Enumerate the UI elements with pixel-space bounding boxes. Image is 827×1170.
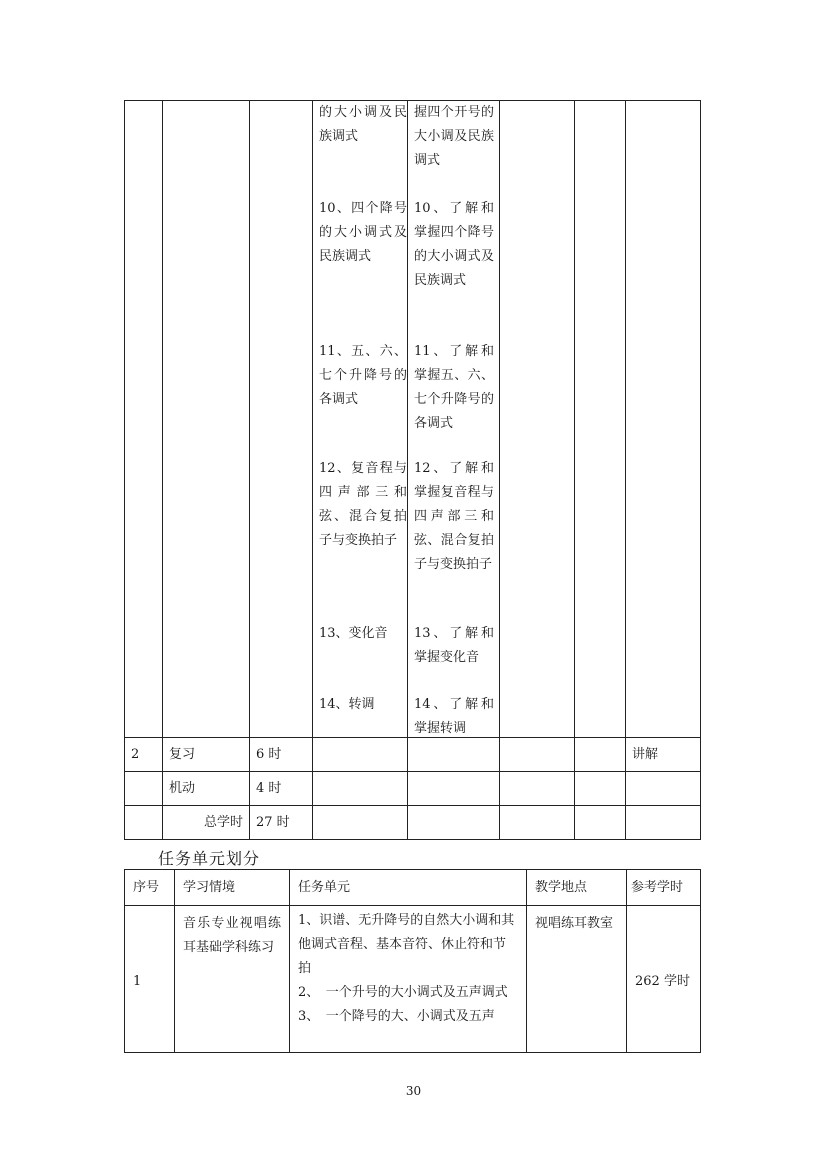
goal-item: 13、了解和掌握变化音 bbox=[414, 626, 494, 665]
knowledge-item: 11、五、六、七个升降号的各调式 bbox=[319, 344, 407, 407]
review-row bbox=[125, 738, 701, 772]
knowledge-item: 14、转调 bbox=[319, 697, 375, 712]
header-cell: 学习情境 bbox=[175, 870, 290, 906]
task-unit-item: 3、 一个降号的大、小调式及五声 bbox=[298, 1009, 495, 1024]
knowledge-item: 12、复音程与四声部三和弦、混合复拍子与变换拍子 bbox=[319, 461, 407, 548]
page-number: 30 bbox=[405, 1084, 422, 1098]
row-name: 机动 bbox=[163, 772, 250, 806]
course-content-table bbox=[124, 100, 701, 840]
row-name: 复习 bbox=[163, 738, 250, 772]
row-method: 讲解 bbox=[626, 738, 701, 772]
knowledge-cell bbox=[313, 101, 408, 738]
header-cell: 任务单元 bbox=[290, 870, 527, 906]
header-cell: 序号 bbox=[125, 870, 175, 906]
goal-item: 握四个开号的大小调及民族调式 bbox=[414, 105, 494, 168]
goal-item: 12、了解和掌握复音程与四声部三和弦、混合复拍子与变换拍子 bbox=[414, 461, 494, 572]
flexible-row bbox=[125, 772, 701, 806]
table-row bbox=[125, 906, 701, 1053]
goal-item: 11、了解和掌握五、六、七个升降号的各调式 bbox=[414, 344, 494, 431]
section-heading: 任务单元划分 bbox=[158, 849, 261, 868]
row-hours: 6 时 bbox=[250, 738, 313, 772]
table-header-row bbox=[125, 870, 701, 906]
goal-item: 14、了解和掌握转调 bbox=[414, 697, 494, 736]
total-label: 总学时 bbox=[163, 806, 250, 840]
goals-cell bbox=[408, 101, 500, 738]
header-cell: 教学地点 bbox=[527, 870, 627, 906]
goal-item: 10、了解和掌握四个降号的大小调式及民族调式 bbox=[414, 201, 494, 288]
table-row bbox=[125, 101, 701, 738]
knowledge-item: 的大小调及民族调式 bbox=[319, 105, 407, 144]
learning-context: 音乐专业视唱练耳基础学科练习 bbox=[175, 906, 290, 1053]
task-unit-item: 1、识谱、无升降号的自然大小调和其他调式音程、基本音符、休止符和节拍 bbox=[298, 913, 515, 976]
total-hours: 27 时 bbox=[250, 806, 313, 840]
row-number: 1 bbox=[125, 906, 175, 1053]
task-units bbox=[290, 906, 527, 1053]
teaching-place: 视唱练耳教室 bbox=[527, 906, 627, 1053]
reference-hours: 262 学时 bbox=[627, 906, 701, 1053]
task-unit-table bbox=[124, 869, 701, 1053]
knowledge-item: 13、变化音 bbox=[319, 626, 388, 641]
header-cell: 参考学时 bbox=[627, 870, 701, 906]
task-unit-item: 2、 一个升号的大小调式及五声调式 bbox=[298, 985, 508, 1000]
row-hours: 4 时 bbox=[250, 772, 313, 806]
knowledge-item: 10、四个降号的大小调式及民族调式 bbox=[319, 201, 407, 264]
total-row bbox=[125, 806, 701, 840]
row-number: 2 bbox=[125, 738, 163, 772]
